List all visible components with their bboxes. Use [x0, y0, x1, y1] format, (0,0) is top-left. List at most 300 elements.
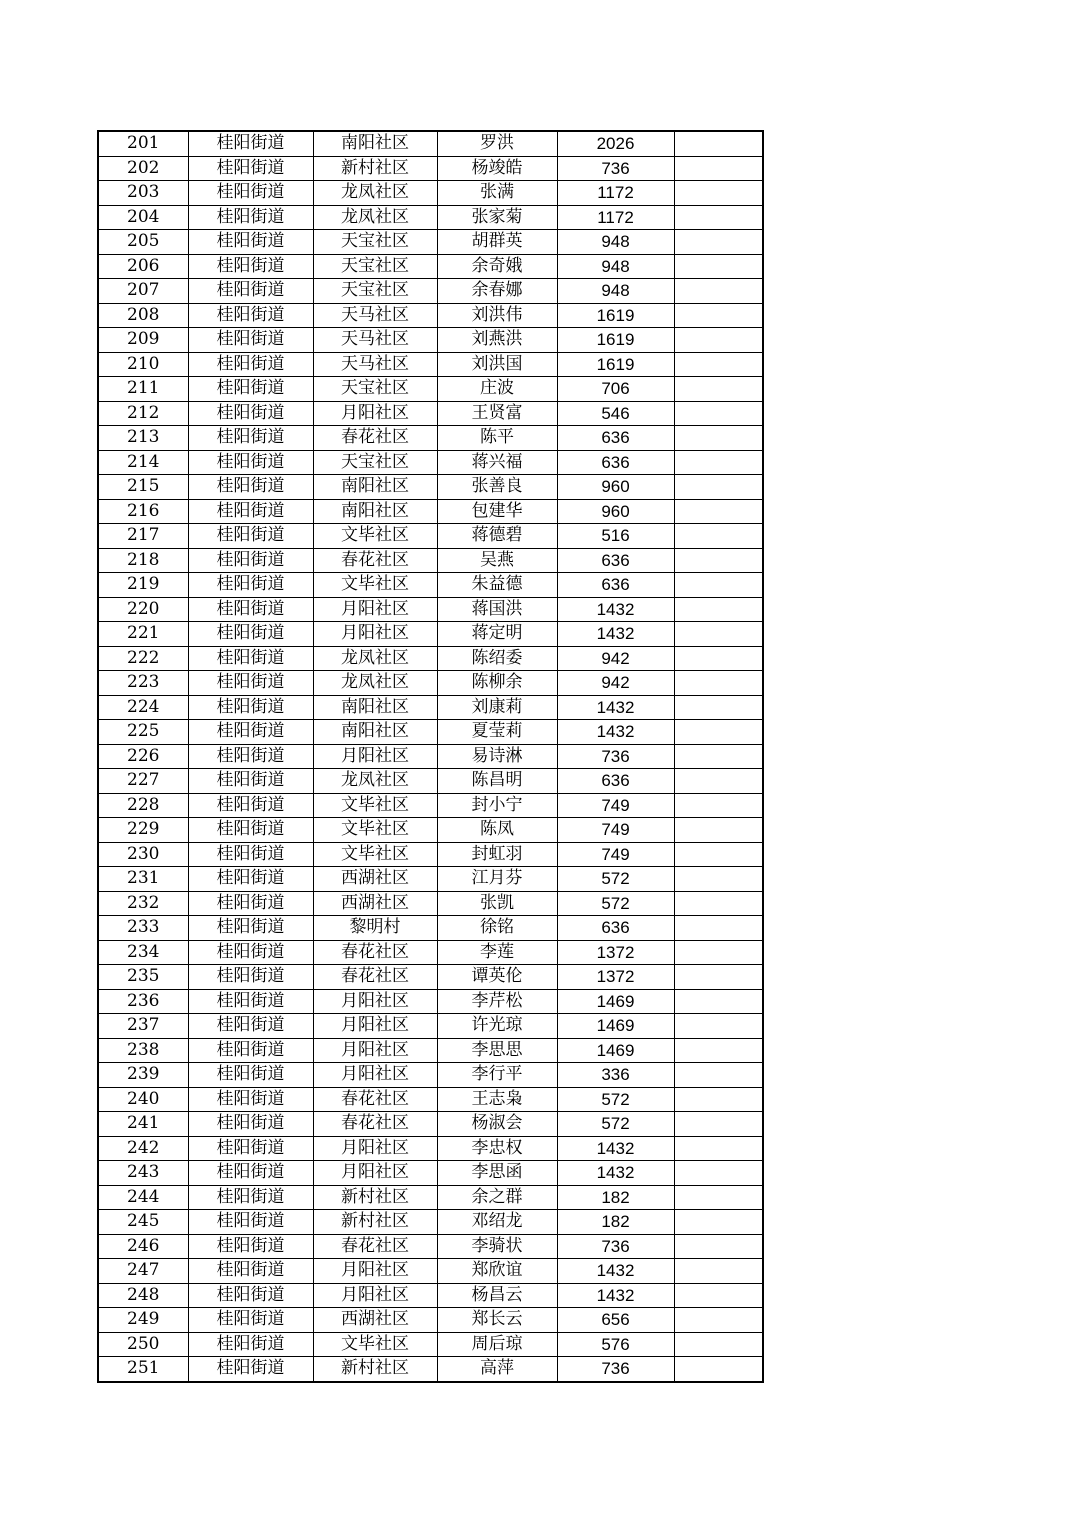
amount-cell: 749	[557, 842, 674, 867]
community-cell: 月阳社区	[313, 401, 437, 426]
table-row	[98, 352, 763, 377]
amount-cell: 636	[557, 769, 674, 794]
note-cell	[674, 940, 763, 965]
community-cell: 龙凤社区	[313, 769, 437, 794]
street-cell: 桂阳街道	[188, 1014, 313, 1039]
table-row	[98, 622, 763, 647]
community-cell: 月阳社区	[313, 622, 437, 647]
street-cell: 桂阳街道	[188, 1112, 313, 1137]
street-cell: 桂阳街道	[188, 1308, 313, 1333]
community-cell: 西湖社区	[313, 1308, 437, 1333]
table-row	[98, 548, 763, 573]
community-cell: 文毕社区	[313, 524, 437, 549]
note-cell	[674, 1210, 763, 1235]
table-row	[98, 1185, 763, 1210]
note-cell	[674, 695, 763, 720]
amount-cell: 572	[557, 1112, 674, 1137]
amount-cell: 960	[557, 499, 674, 524]
note-cell	[674, 671, 763, 696]
street-cell: 桂阳街道	[188, 695, 313, 720]
name-cell: 庄波	[437, 377, 557, 402]
note-cell	[674, 548, 763, 573]
name-cell: 夏莹莉	[437, 720, 557, 745]
note-cell	[674, 1136, 763, 1161]
table-row	[98, 1014, 763, 1039]
name-cell: 李芹松	[437, 989, 557, 1014]
row-number-cell: 218	[98, 548, 188, 573]
name-cell: 蒋国洪	[437, 597, 557, 622]
amount-cell: 1432	[557, 1259, 674, 1284]
street-cell: 桂阳街道	[188, 1161, 313, 1186]
street-cell: 桂阳街道	[188, 1087, 313, 1112]
table-row	[98, 499, 763, 524]
table-row	[98, 818, 763, 843]
street-cell: 桂阳街道	[188, 1234, 313, 1259]
name-cell: 王贤富	[437, 401, 557, 426]
amount-cell: 572	[557, 867, 674, 892]
note-cell	[674, 254, 763, 279]
amount-cell: 1372	[557, 965, 674, 990]
street-cell: 桂阳街道	[188, 131, 313, 156]
name-cell: 王志枭	[437, 1087, 557, 1112]
name-cell: 刘洪伟	[437, 303, 557, 328]
data-table	[97, 130, 764, 1383]
note-cell	[674, 842, 763, 867]
name-cell: 江月芬	[437, 867, 557, 892]
community-cell: 龙凤社区	[313, 205, 437, 230]
community-cell: 月阳社区	[313, 597, 437, 622]
row-number-cell: 201	[98, 131, 188, 156]
community-cell: 春花社区	[313, 940, 437, 965]
row-number-cell: 208	[98, 303, 188, 328]
name-cell: 杨淑会	[437, 1112, 557, 1137]
row-number-cell: 203	[98, 181, 188, 206]
table-row	[98, 303, 763, 328]
amount-cell: 1469	[557, 989, 674, 1014]
row-number-cell: 245	[98, 1210, 188, 1235]
note-cell	[674, 1112, 763, 1137]
community-cell: 天马社区	[313, 328, 437, 353]
table-row	[98, 891, 763, 916]
row-number-cell: 242	[98, 1136, 188, 1161]
row-number-cell: 229	[98, 818, 188, 843]
note-cell	[674, 720, 763, 745]
row-number-cell: 235	[98, 965, 188, 990]
amount-cell: 2026	[557, 131, 674, 156]
street-cell: 桂阳街道	[188, 524, 313, 549]
note-cell	[674, 328, 763, 353]
note-cell	[674, 1038, 763, 1063]
name-cell: 李忠权	[437, 1136, 557, 1161]
amount-cell: 636	[557, 426, 674, 451]
table-row	[98, 131, 763, 156]
amount-cell: 706	[557, 377, 674, 402]
street-cell: 桂阳街道	[188, 548, 313, 573]
name-cell: 张满	[437, 181, 557, 206]
community-cell: 天宝社区	[313, 377, 437, 402]
community-cell: 月阳社区	[313, 1038, 437, 1063]
name-cell: 徐铭	[437, 916, 557, 941]
row-number-cell: 216	[98, 499, 188, 524]
row-number-cell: 205	[98, 230, 188, 255]
community-cell: 天宝社区	[313, 254, 437, 279]
name-cell: 刘燕洪	[437, 328, 557, 353]
row-number-cell: 202	[98, 156, 188, 181]
amount-cell: 1469	[557, 1038, 674, 1063]
table-row	[98, 989, 763, 1014]
community-cell: 月阳社区	[313, 989, 437, 1014]
street-cell: 桂阳街道	[188, 377, 313, 402]
community-cell: 月阳社区	[313, 1063, 437, 1088]
community-cell: 天马社区	[313, 352, 437, 377]
street-cell: 桂阳街道	[188, 1136, 313, 1161]
note-cell	[674, 131, 763, 156]
row-number-cell: 243	[98, 1161, 188, 1186]
community-cell: 西湖社区	[313, 891, 437, 916]
name-cell: 封小宁	[437, 793, 557, 818]
amount-cell: 636	[557, 916, 674, 941]
amount-cell: 576	[557, 1332, 674, 1357]
amount-cell: 182	[557, 1185, 674, 1210]
name-cell: 陈昌明	[437, 769, 557, 794]
community-cell: 天宝社区	[313, 279, 437, 304]
community-cell: 文毕社区	[313, 573, 437, 598]
community-cell: 天马社区	[313, 303, 437, 328]
note-cell	[674, 1185, 763, 1210]
note-cell	[674, 1063, 763, 1088]
row-number-cell: 228	[98, 793, 188, 818]
row-number-cell: 214	[98, 450, 188, 475]
note-cell	[674, 156, 763, 181]
street-cell: 桂阳街道	[188, 328, 313, 353]
street-cell: 桂阳街道	[188, 720, 313, 745]
amount-cell: 736	[557, 744, 674, 769]
table-row	[98, 965, 763, 990]
note-cell	[674, 1332, 763, 1357]
note-cell	[674, 1308, 763, 1333]
row-number-cell: 209	[98, 328, 188, 353]
amount-cell: 182	[557, 1210, 674, 1235]
name-cell: 郑欣谊	[437, 1259, 557, 1284]
street-cell: 桂阳街道	[188, 279, 313, 304]
amount-cell: 736	[557, 156, 674, 181]
row-number-cell: 221	[98, 622, 188, 647]
name-cell: 李骑状	[437, 1234, 557, 1259]
street-cell: 桂阳街道	[188, 205, 313, 230]
table-row	[98, 401, 763, 426]
name-cell: 余春娜	[437, 279, 557, 304]
street-cell: 桂阳街道	[188, 156, 313, 181]
amount-cell: 516	[557, 524, 674, 549]
table-row	[98, 450, 763, 475]
community-cell: 南阳社区	[313, 131, 437, 156]
name-cell: 高萍	[437, 1357, 557, 1382]
table-row	[98, 1063, 763, 1088]
note-cell	[674, 352, 763, 377]
street-cell: 桂阳街道	[188, 965, 313, 990]
note-cell	[674, 818, 763, 843]
community-cell: 春花社区	[313, 965, 437, 990]
street-cell: 桂阳街道	[188, 426, 313, 451]
row-number-cell: 240	[98, 1087, 188, 1112]
community-cell: 新村社区	[313, 156, 437, 181]
table-row	[98, 205, 763, 230]
street-cell: 桂阳街道	[188, 622, 313, 647]
table-row	[98, 916, 763, 941]
amount-cell: 942	[557, 671, 674, 696]
street-cell: 桂阳街道	[188, 181, 313, 206]
amount-cell: 546	[557, 401, 674, 426]
name-cell: 张家菊	[437, 205, 557, 230]
amount-cell: 960	[557, 475, 674, 500]
table-row	[98, 426, 763, 451]
row-number-cell: 220	[98, 597, 188, 622]
table-row	[98, 1259, 763, 1284]
table-row	[98, 940, 763, 965]
note-cell	[674, 989, 763, 1014]
street-cell: 桂阳街道	[188, 352, 313, 377]
table-row	[98, 573, 763, 598]
amount-cell: 1172	[557, 181, 674, 206]
note-cell	[674, 744, 763, 769]
table-row	[98, 377, 763, 402]
amount-cell: 1432	[557, 720, 674, 745]
street-cell: 桂阳街道	[188, 744, 313, 769]
community-cell: 月阳社区	[313, 1014, 437, 1039]
row-number-cell: 251	[98, 1357, 188, 1382]
community-cell: 月阳社区	[313, 1283, 437, 1308]
amount-cell: 1432	[557, 1161, 674, 1186]
amount-cell: 942	[557, 646, 674, 671]
amount-cell: 1619	[557, 303, 674, 328]
table-body	[98, 131, 763, 1382]
table-row	[98, 695, 763, 720]
table-row	[98, 1234, 763, 1259]
row-number-cell: 225	[98, 720, 188, 745]
street-cell: 桂阳街道	[188, 254, 313, 279]
row-number-cell: 213	[98, 426, 188, 451]
table-row	[98, 1087, 763, 1112]
name-cell: 李思函	[437, 1161, 557, 1186]
name-cell: 包建华	[437, 499, 557, 524]
note-cell	[674, 205, 763, 230]
row-number-cell: 244	[98, 1185, 188, 1210]
row-number-cell: 234	[98, 940, 188, 965]
table-row	[98, 1038, 763, 1063]
table-row	[98, 254, 763, 279]
name-cell: 郑长云	[437, 1308, 557, 1333]
row-number-cell: 207	[98, 279, 188, 304]
row-number-cell: 204	[98, 205, 188, 230]
street-cell: 桂阳街道	[188, 793, 313, 818]
note-cell	[674, 573, 763, 598]
community-cell: 文毕社区	[313, 793, 437, 818]
note-cell	[674, 622, 763, 647]
note-cell	[674, 965, 763, 990]
note-cell	[674, 181, 763, 206]
table-row	[98, 230, 763, 255]
amount-cell: 636	[557, 548, 674, 573]
note-cell	[674, 916, 763, 941]
table-row	[98, 181, 763, 206]
amount-cell: 948	[557, 254, 674, 279]
name-cell: 余之群	[437, 1185, 557, 1210]
row-number-cell: 233	[98, 916, 188, 941]
note-cell	[674, 1014, 763, 1039]
street-cell: 桂阳街道	[188, 450, 313, 475]
street-cell: 桂阳街道	[188, 818, 313, 843]
name-cell: 易诗淋	[437, 744, 557, 769]
community-cell: 南阳社区	[313, 695, 437, 720]
table-row	[98, 842, 763, 867]
street-cell: 桂阳街道	[188, 1332, 313, 1357]
amount-cell: 1432	[557, 597, 674, 622]
note-cell	[674, 1161, 763, 1186]
amount-cell: 656	[557, 1308, 674, 1333]
name-cell: 陈柳余	[437, 671, 557, 696]
row-number-cell: 224	[98, 695, 188, 720]
community-cell: 西湖社区	[313, 867, 437, 892]
row-number-cell: 226	[98, 744, 188, 769]
table-row	[98, 769, 763, 794]
name-cell: 李行平	[437, 1063, 557, 1088]
amount-cell: 948	[557, 230, 674, 255]
amount-cell: 1432	[557, 695, 674, 720]
row-number-cell: 237	[98, 1014, 188, 1039]
community-cell: 春花社区	[313, 1112, 437, 1137]
note-cell	[674, 1087, 763, 1112]
note-cell	[674, 1234, 763, 1259]
note-cell	[674, 426, 763, 451]
name-cell: 许光琼	[437, 1014, 557, 1039]
row-number-cell: 247	[98, 1259, 188, 1284]
street-cell: 桂阳街道	[188, 573, 313, 598]
table-row	[98, 646, 763, 671]
amount-cell: 1469	[557, 1014, 674, 1039]
row-number-cell: 248	[98, 1283, 188, 1308]
community-cell: 月阳社区	[313, 1136, 437, 1161]
table-row	[98, 475, 763, 500]
community-cell: 文毕社区	[313, 818, 437, 843]
table-row	[98, 1112, 763, 1137]
note-cell	[674, 230, 763, 255]
table-row	[98, 1210, 763, 1235]
community-cell: 新村社区	[313, 1210, 437, 1235]
community-cell: 月阳社区	[313, 744, 437, 769]
community-cell: 龙凤社区	[313, 181, 437, 206]
amount-cell: 636	[557, 450, 674, 475]
name-cell: 蒋定明	[437, 622, 557, 647]
table-row	[98, 156, 763, 181]
street-cell: 桂阳街道	[188, 916, 313, 941]
street-cell: 桂阳街道	[188, 940, 313, 965]
community-cell: 龙凤社区	[313, 671, 437, 696]
row-number-cell: 246	[98, 1234, 188, 1259]
community-cell: 月阳社区	[313, 1259, 437, 1284]
name-cell: 吴燕	[437, 548, 557, 573]
name-cell: 余奇娥	[437, 254, 557, 279]
street-cell: 桂阳街道	[188, 646, 313, 671]
note-cell	[674, 646, 763, 671]
street-cell: 桂阳街道	[188, 1038, 313, 1063]
amount-cell: 736	[557, 1234, 674, 1259]
table-row	[98, 720, 763, 745]
name-cell: 蒋兴福	[437, 450, 557, 475]
community-cell: 南阳社区	[313, 475, 437, 500]
table-row	[98, 1357, 763, 1382]
table-row	[98, 1283, 763, 1308]
street-cell: 桂阳街道	[188, 401, 313, 426]
street-cell: 桂阳街道	[188, 1357, 313, 1382]
amount-cell: 1432	[557, 1283, 674, 1308]
community-cell: 南阳社区	[313, 499, 437, 524]
table-row	[98, 328, 763, 353]
street-cell: 桂阳街道	[188, 303, 313, 328]
street-cell: 桂阳街道	[188, 230, 313, 255]
row-number-cell: 238	[98, 1038, 188, 1063]
amount-cell: 572	[557, 1087, 674, 1112]
amount-cell: 1619	[557, 328, 674, 353]
table-row	[98, 279, 763, 304]
community-cell: 月阳社区	[313, 1161, 437, 1186]
street-cell: 桂阳街道	[188, 769, 313, 794]
note-cell	[674, 1357, 763, 1382]
street-cell: 桂阳街道	[188, 597, 313, 622]
row-number-cell: 211	[98, 377, 188, 402]
name-cell: 蒋德碧	[437, 524, 557, 549]
note-cell	[674, 377, 763, 402]
row-number-cell: 223	[98, 671, 188, 696]
street-cell: 桂阳街道	[188, 475, 313, 500]
note-cell	[674, 793, 763, 818]
street-cell: 桂阳街道	[188, 1259, 313, 1284]
row-number-cell: 250	[98, 1332, 188, 1357]
community-cell: 天宝社区	[313, 230, 437, 255]
row-number-cell: 217	[98, 524, 188, 549]
note-cell	[674, 475, 763, 500]
table-row	[98, 1308, 763, 1333]
note-cell	[674, 867, 763, 892]
community-cell: 春花社区	[313, 426, 437, 451]
amount-cell: 749	[557, 793, 674, 818]
amount-cell: 749	[557, 818, 674, 843]
street-cell: 桂阳街道	[188, 1185, 313, 1210]
street-cell: 桂阳街道	[188, 867, 313, 892]
note-cell	[674, 303, 763, 328]
row-number-cell: 241	[98, 1112, 188, 1137]
community-cell: 文毕社区	[313, 842, 437, 867]
street-cell: 桂阳街道	[188, 1283, 313, 1308]
row-number-cell: 219	[98, 573, 188, 598]
amount-cell: 572	[557, 891, 674, 916]
name-cell: 朱益德	[437, 573, 557, 598]
row-number-cell: 232	[98, 891, 188, 916]
street-cell: 桂阳街道	[188, 499, 313, 524]
community-cell: 南阳社区	[313, 720, 437, 745]
name-cell: 李思思	[437, 1038, 557, 1063]
name-cell: 张凯	[437, 891, 557, 916]
table-row	[98, 1332, 763, 1357]
community-cell: 龙凤社区	[313, 646, 437, 671]
community-cell: 文毕社区	[313, 1332, 437, 1357]
name-cell: 陈绍委	[437, 646, 557, 671]
community-cell: 春花社区	[313, 548, 437, 573]
row-number-cell: 222	[98, 646, 188, 671]
row-number-cell: 206	[98, 254, 188, 279]
name-cell: 杨竣皓	[437, 156, 557, 181]
amount-cell: 636	[557, 573, 674, 598]
row-number-cell: 212	[98, 401, 188, 426]
